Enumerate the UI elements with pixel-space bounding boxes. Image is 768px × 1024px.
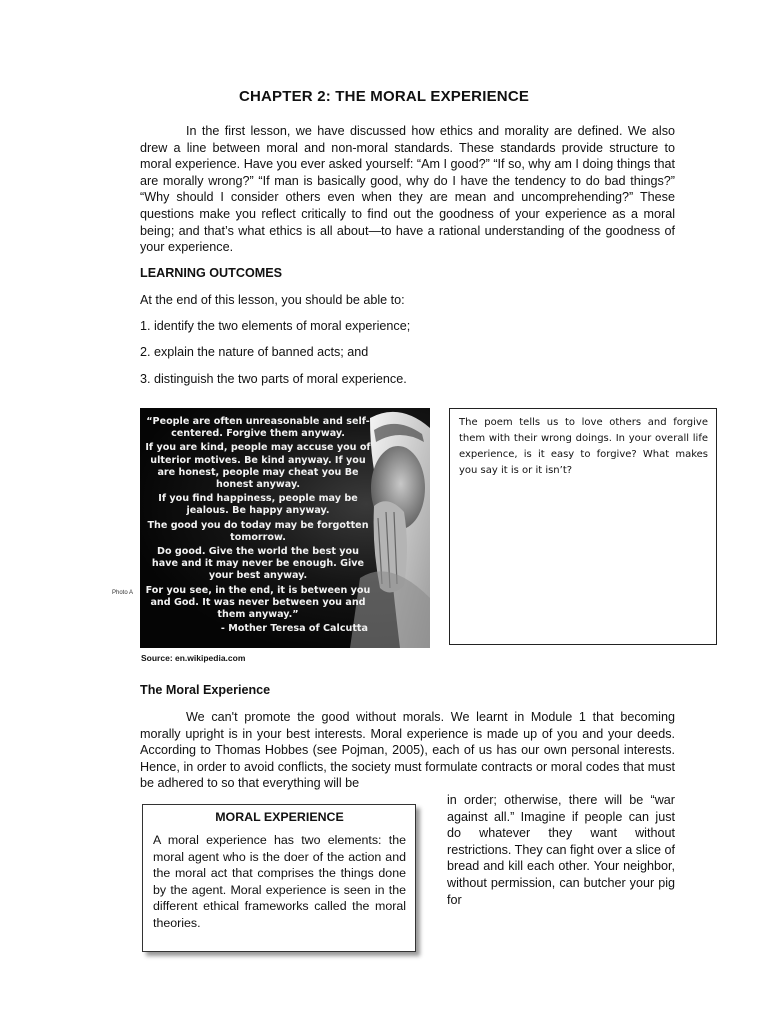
quote-line: If you are kind, people may accuse you of ulterior motives. Be kind anyway. If you are honest, people may cheat you Be honest anyway. <box>145 442 371 491</box>
learning-outcomes-heading: LEARNING OUTCOMES <box>140 266 283 280</box>
learning-outcomes-lead: At the end of this lesson, you should be able to: <box>140 293 405 307</box>
intro-paragraph: In the first lesson, we have discussed how ethics and morality are defined. We also drew a line between moral and non-moral standards. These standards provide structure to moral experience. Have you ever asked yourself: “Am I good?” “If so, why am I doing things that are morally wrong?” “If man is basically good, why do I have the tendency to do bad things?” “Why should I consider others even when they are mean and uncomprehending?” These questions make you reflect critically to find out the goodness of your experience as a moral being; and that’s what ethics is all about—to have a rational understanding of the goodness of your experience. <box>140 124 675 255</box>
learning-outcome-item: 2. explain the nature of banned acts; and <box>140 345 369 359</box>
photo-label: Photo A <box>112 590 134 596</box>
moral-experience-box-text: A moral experience has two elements: the moral agent who is the doer of the action and the moral act that comprises the things done by the agent. Moral experience is seen in the different ethical frameworks called the moral theories. <box>153 833 406 930</box>
reflection-question-box: The poem tells us to love others and forgive them with their wrong doings. In your overall life experience, is it easy to forgive? What makes you say it is or it isn’t? <box>449 408 717 645</box>
moral-experience-box <box>142 804 416 952</box>
section-paragraph: We can't promote the good without morals. We learnt in Module 1 that becoming morally upright is in your best interests. Moral experience is made up of you and your deeds. According to Thomas Hobbes (see Pojman, 2005), each of us has our own personal interests. Hence, in order to avoid conflicts, the society must formulate contracts or moral codes that must be adhered to so that everything will be <box>140 710 675 791</box>
photo-source: Source: en.wikipedia.com <box>141 653 246 663</box>
section-heading: The Moral Experience <box>140 683 271 697</box>
learning-outcome-item: 3. distinguish the two parts of moral experience. <box>140 372 407 386</box>
chapter-title: CHAPTER 2: THE MORAL EXPERIENCE <box>238 88 530 105</box>
section-paragraph-continued: in order; otherwise, there will be “war against all.” Imagine if people can just do whatever they want without restrictions. They can fight over a slice of bread and kill each other. Your neighbor, without permission, can butcher your pig for <box>447 793 675 907</box>
quote-line: For you see, in the end, it is between you and God. It was never between you and them anyway.” <box>145 584 371 621</box>
quote-text <box>144 416 372 637</box>
quote-line: Do good. Give the world the best you have and it may never be enough. Give your best anyway. <box>151 546 365 582</box>
mother-teresa-photo <box>140 408 430 648</box>
quote-line: The good you do today may be forgotten tomorrow. <box>147 519 369 543</box>
quote-attribution: - Mother Teresa of Calcutta <box>220 623 368 635</box>
quote-line: If you find happiness, people may be jealous. Be happy anyway. <box>158 493 358 517</box>
moral-experience-box-title: MORAL EXPERIENCE <box>215 810 344 824</box>
quote-line: “People are often unreasonable and self-centered. Forgive them anyway. <box>146 416 370 440</box>
learning-outcome-item: 1. identify the two elements of moral experience; <box>140 319 411 333</box>
